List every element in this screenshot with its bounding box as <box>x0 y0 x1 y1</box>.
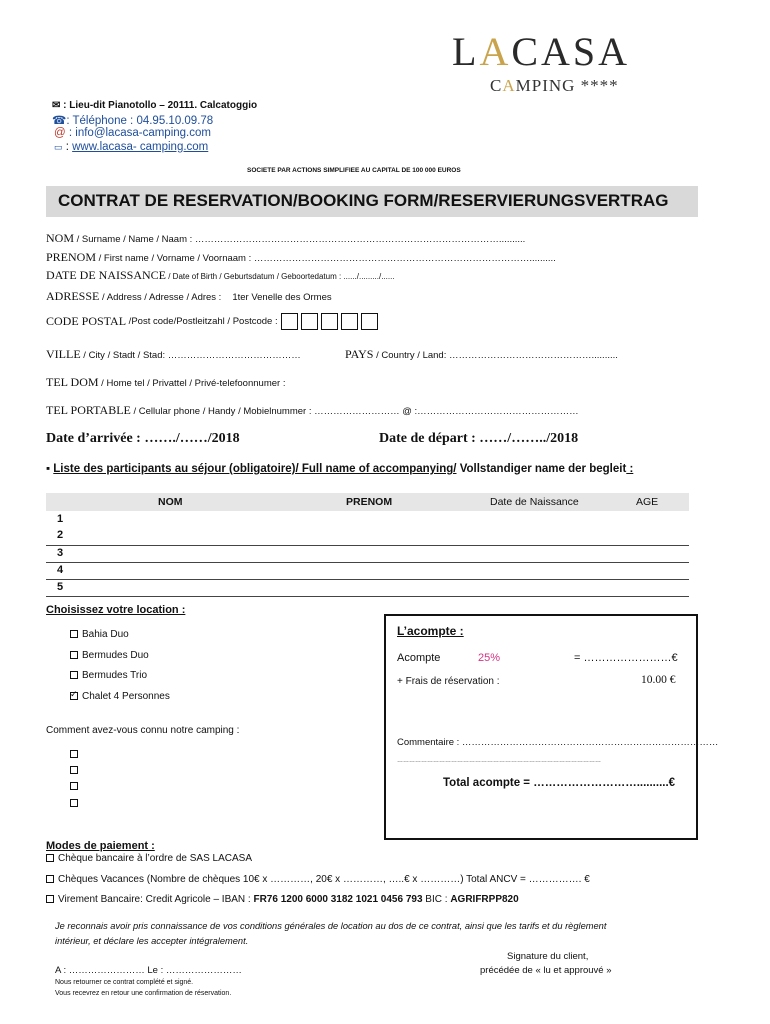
declaration-line-1: Je reconnais avoir pris connaissance de vos conditions générales de location au dos de ce contrat, ainsi que les tarifs et du règlement <box>55 921 607 931</box>
option-bermudes-trio[interactable] <box>70 670 147 681</box>
logo-stars: **** <box>580 76 619 95</box>
postcode-box[interactable] <box>281 313 298 330</box>
signature-label: Signature du client, <box>507 951 589 962</box>
payment-virement[interactable] <box>46 894 519 905</box>
participants-heading <box>46 463 633 475</box>
adresse-field[interactable] <box>46 289 332 304</box>
row-divider <box>46 596 689 597</box>
option-label: Bahia Duo <box>82 629 129 640</box>
teldom-desc: / Home tel / Privattel / Privé-telefoonnumer : <box>98 378 286 389</box>
contact-email <box>54 127 211 139</box>
option-label: Bermudes Trio <box>82 670 148 681</box>
postcode-box[interactable] <box>301 313 318 330</box>
col-nom: NOM <box>158 496 183 508</box>
page-title: CONTRAT DE RESERVATION/BOOKING FORM/RESERVIERUNGSVERTRAG <box>58 191 669 210</box>
option-bahia-duo[interactable] <box>70 629 129 640</box>
bullet: ▪ <box>46 463 51 475</box>
signature-instruction: précédée de « lu et approuvé » <box>480 965 612 976</box>
table-row[interactable]: 3 <box>57 547 64 559</box>
participants-heading-colon: : <box>626 463 634 475</box>
web-prefix: : <box>65 141 69 153</box>
place-date-field[interactable]: A : …………………… Le : …………………… <box>55 965 242 976</box>
option-label: Chalet 4 Personnes <box>82 691 170 702</box>
bic-label: BIC : <box>425 894 448 905</box>
cp-label: CODE POSTAL <box>46 314 127 328</box>
iban-value: FR76 1200 6000 3182 1021 0456 793 <box>253 894 423 905</box>
checkbox-checked[interactable] <box>70 692 78 700</box>
pays-field[interactable] <box>345 347 618 362</box>
option-bermudes-duo[interactable] <box>70 650 149 661</box>
nom-dots: / Surname / Name / Naam : …………………………………………………………………………………….......... <box>74 234 526 245</box>
checkbox[interactable] <box>70 651 78 659</box>
dob-label: DATE DE NAISSANCE <box>46 268 166 282</box>
declaration-line-2: intérieur, et déclare les accepter intégralement. <box>55 936 249 946</box>
prenom-label: PRENOM <box>46 250 97 264</box>
vacances-label: Chèques Vacances (Nombre de chèques 10€ x …………, 20€ x …………, …..€ x …………) Total ANCV = ……………. € <box>58 874 590 885</box>
acompte-percent: 25% <box>478 652 501 664</box>
checkbox[interactable] <box>46 854 54 862</box>
option-chalet-4[interactable] <box>70 691 170 702</box>
logo-letter-a: A <box>479 29 512 74</box>
ville-field[interactable] <box>46 347 301 362</box>
acompte-heading: L’acompte : <box>397 624 464 638</box>
postcode-box[interactable] <box>341 313 358 330</box>
col-age: AGE <box>636 496 659 508</box>
phone-text: : Téléphone : 04.95.10.09.78 <box>66 115 214 127</box>
logo-sub-c: C <box>490 76 503 95</box>
postcode-box[interactable] <box>321 313 338 330</box>
prenom-dots: / First name / Vorname / Voornaam : …………………………………………………………………………….......... <box>96 253 556 264</box>
logo-sub-a: A <box>502 76 516 95</box>
connu-label: Comment avez-vous connu notre camping : <box>46 725 240 736</box>
adresse-label: ADRESSE <box>46 289 100 303</box>
table-row[interactable]: 1 <box>57 513 64 525</box>
tel-dom-field[interactable] <box>46 375 285 390</box>
checkbox[interactable] <box>46 895 54 903</box>
ville-label: VILLE <box>46 347 81 361</box>
departure-date[interactable]: Date de départ : ……/……../2018 <box>379 431 579 446</box>
col-prenom: PRENOM <box>346 496 393 508</box>
computer-icon: ▭ <box>54 142 63 152</box>
cp-desc: /Post code/Postleitzahl / Postcode : <box>126 316 278 327</box>
logo-text: CASA <box>511 29 631 74</box>
postcode-box[interactable] <box>361 313 378 330</box>
logo <box>452 28 630 75</box>
pays-label: PAYS <box>345 347 374 361</box>
bic-value: AGRIFRPP820 <box>450 894 519 905</box>
title-bar <box>46 186 698 217</box>
checkbox[interactable] <box>70 671 78 679</box>
contact-phone <box>52 113 213 127</box>
checkbox[interactable] <box>46 875 54 883</box>
website-link[interactable]: www.lacasa- camping.com <box>72 141 209 153</box>
paiement-heading: Modes de paiement : <box>46 840 155 852</box>
email-text: : info@lacasa-camping.com <box>68 127 211 139</box>
table-row[interactable]: 5 <box>57 581 64 593</box>
checkbox[interactable] <box>70 799 78 807</box>
teldom-label: TEL DOM <box>46 375 99 389</box>
logo-letter-l: L <box>452 29 480 74</box>
adresse-desc: / Address / Adresse / Adres : <box>99 292 222 303</box>
nom-label: NOM <box>46 231 75 245</box>
virement-label: Virement Bancaire: Credit Agricole – IBAN : <box>58 894 251 905</box>
participants-table-header <box>46 493 689 511</box>
col-date-naissance: Date de Naissance <box>490 496 579 508</box>
participants-heading-de: Vollstandiger name der begleit <box>456 463 627 475</box>
nom-field[interactable] <box>46 231 525 246</box>
total-acompte[interactable]: Total acompte = ………………………..........€ <box>443 777 676 789</box>
checkbox[interactable] <box>70 782 78 790</box>
dob-dots: / Date of Birth / Geburtsdatum / Geboortedatum : ....../........./...... <box>166 272 395 281</box>
adresse-value: 1ter Venelle des Ormes <box>232 292 332 303</box>
logo-subtitle <box>490 76 619 96</box>
tel-portable-field[interactable] <box>46 403 579 418</box>
at-icon: @ <box>54 127 66 139</box>
checkbox[interactable] <box>70 630 78 638</box>
dob-field[interactable] <box>46 268 395 283</box>
company-note: SOCIETE PAR ACTIONS SIMPLIFIEE AU CAPITAL DE 100 000 EUROS <box>247 167 461 174</box>
prenom-field[interactable] <box>46 250 556 265</box>
pays-dots: / Country / Land: ……………………………………….......... <box>373 350 618 361</box>
frais-label: + Frais de réservation : <box>397 676 500 687</box>
address-text: : Lieu-dit Pianotollo – 20111. Calcatoggio <box>63 100 258 111</box>
acompte-amount[interactable]: = ……………………€ <box>574 652 678 664</box>
checkbox[interactable] <box>70 766 78 774</box>
arrival-date[interactable]: Date d’arrivée : ……./……/2018 <box>46 431 240 446</box>
telport-dots: / Cellular phone / Handy / Mobielnummer : ……………………… @ :…………………………………………… <box>130 406 579 417</box>
location-heading: Choisissez votre location : <box>46 604 186 616</box>
table-row[interactable]: 2 <box>57 529 64 541</box>
participants-heading-fr: Liste des participants au séjour (obligatoire)/ Full name of accompanying/ <box>53 463 457 475</box>
acompte-label: Acompte <box>397 652 441 664</box>
acompte-box <box>384 614 719 840</box>
contact-address <box>52 100 257 111</box>
option-label: Bermudes Duo <box>82 650 149 661</box>
checkbox[interactable] <box>70 750 78 758</box>
telport-label: TEL PORTABLE <box>46 403 131 417</box>
table-row[interactable]: 4 <box>57 564 64 576</box>
payment-cheques-vacances[interactable] <box>46 874 590 885</box>
frais-value: 10.00 € <box>641 674 676 686</box>
phone-icon: ☎ <box>52 115 67 127</box>
ville-dots: / City / Stadt / Stad: …………………………………… <box>80 350 301 361</box>
payment-cheque[interactable] <box>46 853 252 864</box>
return-note: Nous retourner ce contrat complété et signé. <box>55 979 194 986</box>
cheque-label: Chèque bancaire à l’ordre de SAS LACASA <box>58 853 253 864</box>
commentaire-dots: ………………………………………………………………………………………… <box>397 758 601 764</box>
envelope-icon: ✉ <box>52 100 61 111</box>
logo-sub-rest: MPING <box>515 76 576 95</box>
commentaire-field[interactable]: Commentaire : ……………………………………………………………………… <box>397 737 719 748</box>
connu-checkbox[interactable] <box>70 777 82 795</box>
confirmation-note: Vous recevrez en retour une confirmation de réservation. <box>55 990 232 997</box>
row-divider <box>46 579 689 580</box>
code-postal-field[interactable] <box>46 313 381 330</box>
contact-web <box>54 141 208 153</box>
row-divider <box>46 545 689 546</box>
row-divider <box>46 562 689 563</box>
connu-checkbox[interactable] <box>70 794 82 812</box>
